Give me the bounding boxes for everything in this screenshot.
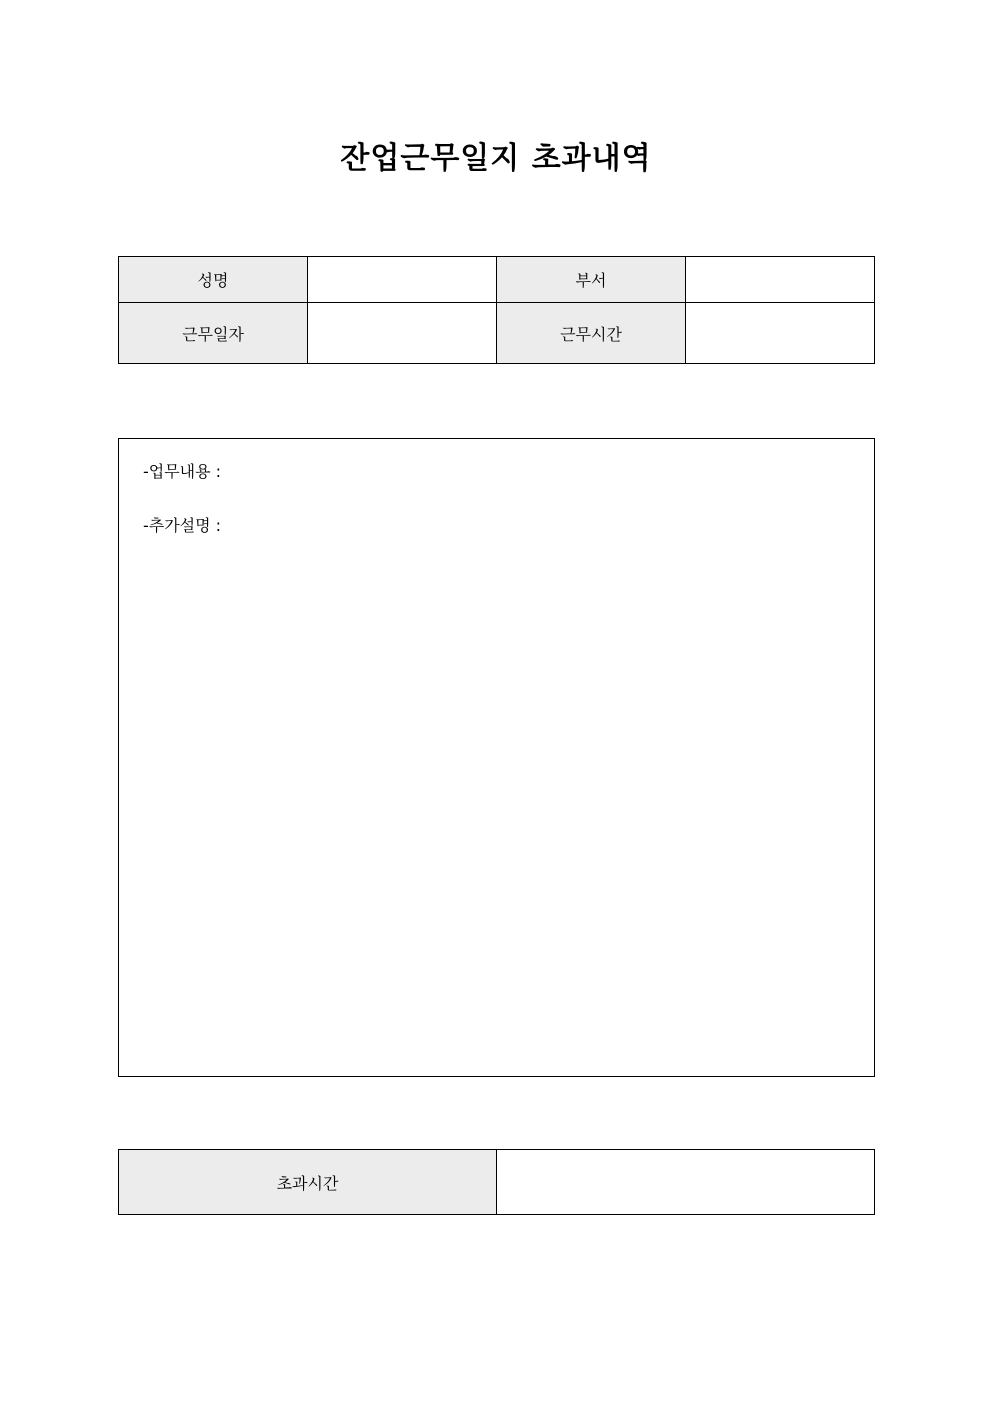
extra-description-label: -추가설명 : bbox=[143, 516, 222, 535]
info-table bbox=[118, 256, 875, 364]
department-label: 부서 bbox=[497, 257, 686, 303]
department-field[interactable] bbox=[686, 257, 875, 303]
content-box[interactable] bbox=[118, 438, 875, 1077]
work-date-label: 근무일자 bbox=[119, 303, 308, 364]
page-title: 잔업근무일지 초과내역 bbox=[340, 141, 652, 176]
work-date-field[interactable] bbox=[308, 303, 497, 364]
overtime-table bbox=[118, 1149, 875, 1215]
overtime-label: 초과시간 bbox=[119, 1150, 497, 1215]
info-row bbox=[119, 303, 875, 364]
task-content-label: -업무내용 : bbox=[143, 462, 222, 481]
overtime-row bbox=[119, 1150, 875, 1215]
name-label: 성명 bbox=[119, 257, 308, 303]
info-row bbox=[119, 257, 875, 303]
work-time-field[interactable] bbox=[686, 303, 875, 364]
overtime-field[interactable] bbox=[497, 1150, 875, 1215]
work-time-label: 근무시간 bbox=[497, 303, 686, 364]
name-field[interactable] bbox=[308, 257, 497, 303]
